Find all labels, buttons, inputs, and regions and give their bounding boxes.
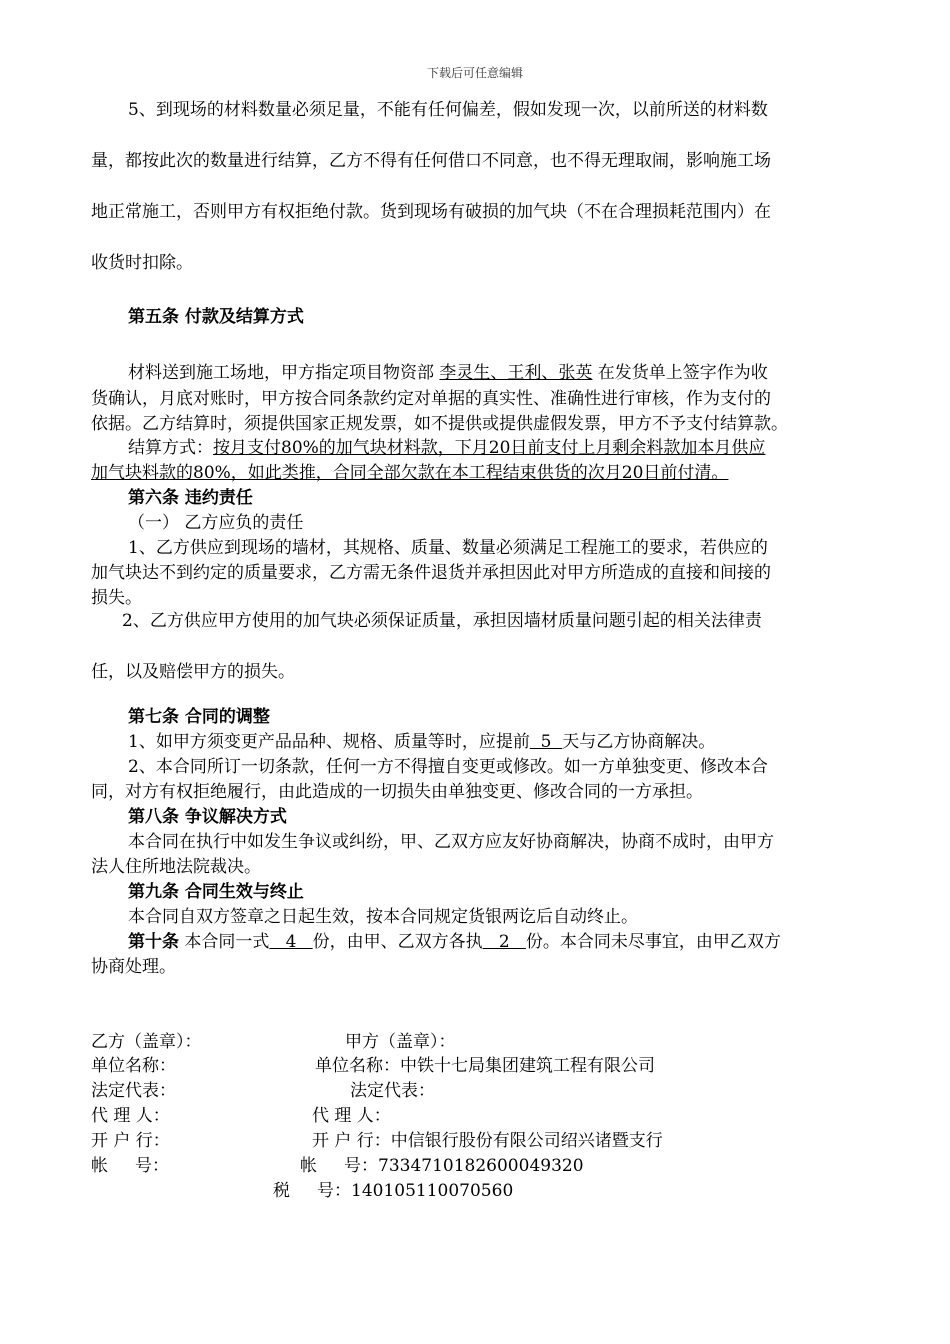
article-6-clause-1-line-2: 加气块达不到约定的质量要求，乙方需无条件退货并承担因此对甲方所造成的直接和间接的 bbox=[91, 563, 771, 583]
article-5-line-4 bbox=[128, 437, 765, 459]
article-7-title: 第七条 合同的调整 bbox=[128, 707, 270, 727]
party-a-agent: 代 理 人： bbox=[312, 1106, 391, 1126]
article-8-title: 第八条 争议解决方式 bbox=[128, 807, 287, 827]
article-6-subtitle: （一） 乙方应负的责任 bbox=[128, 513, 304, 533]
notice-days: 5 bbox=[529, 732, 563, 752]
para-5-line-1: 5、到现场的材料数量必须足量，不能有任何偏差，假如发现一次，以前所送的材料数 bbox=[128, 100, 768, 120]
party-b-unit-name: 单位名称： bbox=[91, 1056, 176, 1076]
article-6-clause-2-line-2: 任，以及赔偿甲方的损失。 bbox=[91, 662, 295, 682]
article-8-line-1: 本合同在执行中如发生争议或纠纷，甲、乙双方应友好协商解决，协商不成时，由甲方 bbox=[128, 832, 774, 852]
article-10-a: 本合同一式 bbox=[179, 932, 270, 952]
article-7-line-1-a: 1、如甲方须变更产品品种、规格、质量等时，应提前 bbox=[128, 732, 530, 752]
para-5-line-2: 量，都按此次的数量进行结算，乙方不得有任何借口不同意，也不得无理取闹，影响施工场 bbox=[91, 151, 771, 171]
party-a-bank: 开 户 行：中信银行股份有限公司绍兴诸暨支行 bbox=[312, 1131, 663, 1151]
article-8-line-2: 法人住所地法院裁决。 bbox=[91, 857, 261, 877]
article-10-c: 份。本合同未尽事宜，由甲乙双方 bbox=[525, 932, 781, 952]
party-a-legal-rep: 法定代表： bbox=[350, 1081, 435, 1101]
party-b-legal-rep: 法定代表： bbox=[91, 1081, 176, 1101]
party-b-account: 帐 号： bbox=[91, 1156, 170, 1176]
settlement-label: 结算方式： bbox=[128, 438, 213, 458]
article-5-line-2: 货确认，月底对账时，甲方按合同条款约定对单据的真实性、准确性进行审核，作为支付的 bbox=[91, 389, 771, 409]
article-7-line-3: 同，对方有权拒绝履行，由此造成的一切损失由单独变更、修改合同的一方承担。 bbox=[91, 782, 703, 802]
party-a-unit-name: 单位名称：中铁十七局集团建筑工程有限公司 bbox=[315, 1056, 655, 1076]
article-5-line-1-b: 在发货单上签字作为收 bbox=[592, 363, 768, 383]
designated-signers: 李灵生、王利、张英 bbox=[439, 363, 593, 383]
article-10-title: 第十条 bbox=[128, 932, 179, 952]
page-header: 下载后可任意编辑 bbox=[426, 66, 523, 80]
para-5-line-3: 地正常施工，否则甲方有权拒绝付款。货到现场有破损的加气块（不在合理损耗范围内）在 bbox=[91, 202, 771, 222]
party-b-agent: 代 理 人： bbox=[91, 1106, 170, 1126]
para-5-line-4: 收货时扣除。 bbox=[91, 253, 193, 273]
article-10-line-2: 协商处理。 bbox=[91, 957, 176, 977]
party-a-account: 帐 号：7334710182600049320 bbox=[300, 1156, 584, 1176]
article-5-line-3: 依据。乙方结算时，须提供国家正规发票，如不提供或提供虚假发票，甲方不予支付结算款。 bbox=[91, 414, 788, 434]
article-6-clause-2-line-1: 2、乙方供应甲方使用的加气块必须保证质量，承担因墙材质量问题引起的相关法律责 bbox=[122, 611, 762, 631]
article-5-title: 第五条 付款及结算方式 bbox=[128, 307, 304, 327]
article-6-clause-1-line-3: 损失。 bbox=[91, 588, 142, 608]
article-9-line-1: 本合同自双方签章之日起生效，按本合同规定货银两讫后自动终止。 bbox=[128, 907, 638, 927]
article-5-line-1 bbox=[128, 362, 768, 384]
article-10-b: 份，由甲、乙双方各执 bbox=[312, 932, 483, 952]
party-a-tax-number: 税 号：140105110070560 bbox=[273, 1181, 514, 1201]
total-copies: 4 bbox=[269, 932, 313, 952]
article-7-line-1 bbox=[128, 731, 715, 753]
article-7-line-1-b: 天与乙方协商解决。 bbox=[562, 732, 716, 752]
article-10-line-1 bbox=[128, 931, 781, 953]
article-5-line-1-a: 材料送到施工场地，甲方指定项目物资部 bbox=[128, 363, 440, 383]
article-5-line-5: 加气块料款的80%，如此类推，合同全部欠款在本工程结束供货的次月20日前付清。 bbox=[91, 463, 729, 483]
article-7-line-2: 2、本合同所订一切条款，任何一方不得擅自变更或修改。如一方单独变更、修改本合 bbox=[128, 757, 768, 777]
article-6-title: 第六条 违约责任 bbox=[128, 488, 253, 508]
party-b-seal: 乙方（盖章）： bbox=[91, 1032, 202, 1052]
party-b-bank: 开 户 行： bbox=[91, 1131, 170, 1151]
article-6-clause-1-line-1: 1、乙方供应到现场的墙材，其规格、质量、数量必须满足工程施工的要求，若供应的 bbox=[128, 538, 768, 558]
settlement-terms: 按月支付80%的加气块材料款，下月20日前支付上月剩余料款加本月供应 bbox=[213, 438, 766, 458]
party-a-seal: 甲方（盖章）： bbox=[345, 1032, 456, 1052]
copies-each: 2 bbox=[482, 932, 526, 952]
article-9-title: 第九条 合同生效与终止 bbox=[128, 882, 304, 902]
